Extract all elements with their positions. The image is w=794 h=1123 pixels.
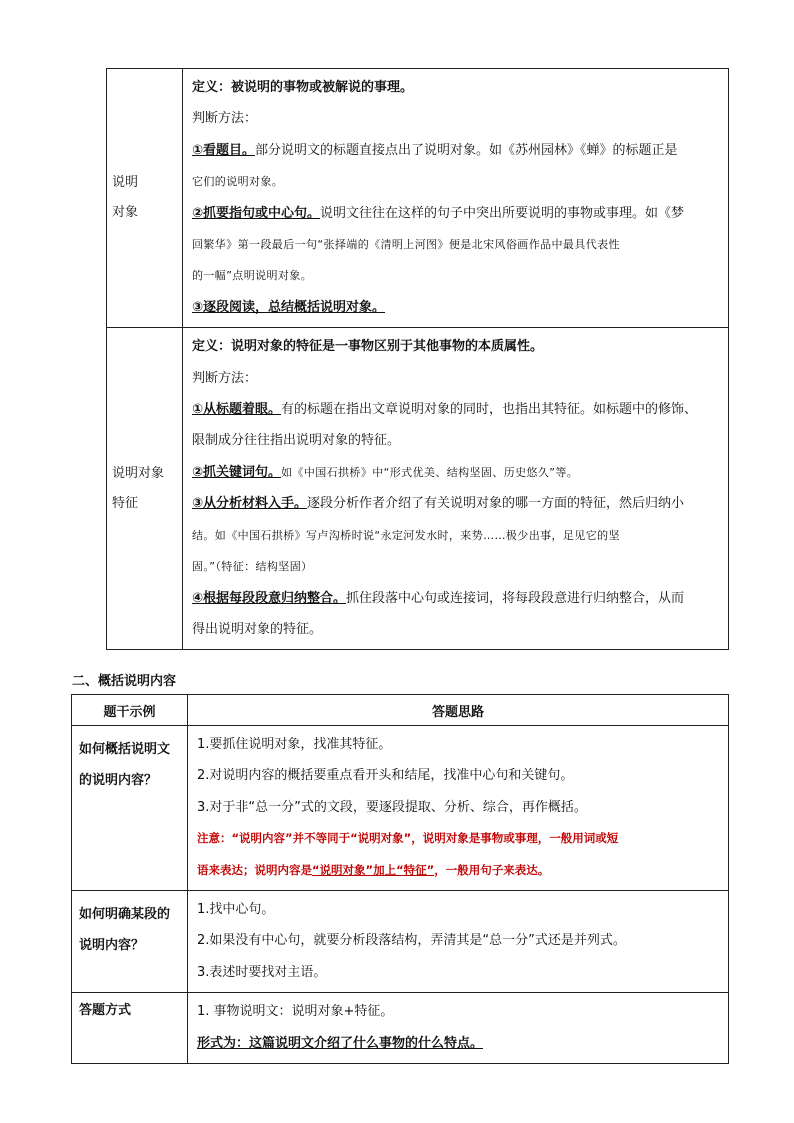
- method-text: 如《中国石拱桥》中“形式优美、结构坚固、历史悠久”等。: [281, 465, 579, 479]
- approach-line: 3.表述时要找对主语。: [197, 964, 327, 980]
- method-text: 得出说明对象的特征。: [192, 621, 323, 637]
- feature-content: [183, 328, 729, 650]
- approach-answer-format: [188, 993, 729, 1064]
- method-item: [192, 457, 722, 488]
- method-lead: ②抓关键词句。: [192, 464, 282, 480]
- method-heading: 判断方法：: [192, 370, 258, 386]
- method-lead: ②抓要指句或中心句。: [192, 205, 321, 221]
- question-summarize: [72, 726, 188, 891]
- label-line: 特征: [112, 495, 139, 511]
- header-approach: 答题思路: [188, 695, 729, 726]
- note-text: ，一般用句子来表达。: [434, 862, 550, 877]
- method-lead: ③逐段阅读，总结概括说明对象。: [192, 299, 386, 315]
- method-item: [192, 292, 722, 323]
- note-line: [197, 855, 722, 886]
- method-item: [192, 583, 722, 614]
- section-title: 二、概括说明内容: [72, 674, 177, 689]
- method-text: 它们的说明对象。: [192, 175, 284, 189]
- note-text: 语来表达；说明内容是: [197, 862, 312, 877]
- method-text: 抓住段落中心句或连接词，将每段段意进行归纳整合，从而: [346, 590, 685, 606]
- approach-line: 1.要抓住说明对象，找准其特征。: [197, 737, 392, 752]
- method-item: [192, 488, 722, 519]
- method-heading: 判断方法：: [192, 111, 258, 127]
- note-line: 注意：“说明内容”并不等同于“说明对象”，说明对象是事物或事理，一般用词或短: [197, 831, 619, 846]
- row-label-object: [107, 69, 183, 328]
- method-lead: ①从标题着眼。: [192, 402, 282, 418]
- method-text: 说明文往往在这样的句子中突出所要说明的事物或事理。如《梦: [320, 205, 685, 221]
- method-text: 回繁华》第一段最后一句“张择端的《清明上河图》便是北宋风俗画作品中最具代表性: [192, 238, 620, 252]
- object-content: [183, 69, 729, 328]
- approach-line: 2.如果没有中心句，就要分析段落结构，弄清其是“总一分”式还是并列式。: [197, 933, 626, 949]
- method-text: 有的标题在指出文章说明对象的同时，也指出其特征。如标题中的修饰、: [281, 402, 698, 418]
- question-line: 如何概括说明文: [79, 742, 171, 757]
- method-text: 部分说明文的标题直接点出了说明对象。如《苏州园林》《蝉》的标题正是: [255, 142, 678, 158]
- label-line: 说明对象: [112, 465, 165, 481]
- method-text: 逐段分析作者介绍了有关说明对象的哪一方面的特征，然后归纳小: [307, 496, 685, 512]
- approach-line: 1. 事物说明文：说明对象+特征。: [197, 1004, 394, 1020]
- question-line: 的说明内容？: [79, 773, 158, 788]
- question-paragraph: [72, 891, 188, 993]
- question-answer-format: [72, 993, 188, 1064]
- question-line: 说明内容？: [79, 938, 145, 954]
- method-text: 结。如《中国石拱桥》写卢沟桥时说“永定河发水时，来势……极少出事，足见它的坚: [192, 528, 620, 542]
- header-question: 题干示例: [72, 695, 188, 726]
- method-text: 限制成分往往指出说明对象的特征。: [192, 433, 401, 449]
- question-line: 如何明确某段的: [79, 907, 171, 923]
- method-text: 固。”（特征：结构坚固）: [192, 560, 313, 574]
- question-line: 答题方式: [79, 1003, 132, 1019]
- feature-definition: 定义：说明对象的特征是一事物区别于其他事物的本质属性。: [192, 339, 544, 355]
- method-lead: ①看题目。: [192, 142, 256, 158]
- method-item: [192, 198, 722, 229]
- method-lead: ④根据每段段意归纳整合。: [192, 590, 347, 606]
- object-definition: 定义：被说明的事物或被解说的事理。: [192, 80, 414, 95]
- method-item: [192, 135, 722, 166]
- note-emphasis: “说明对象”加上“特征”: [312, 862, 435, 877]
- method-item: [192, 394, 722, 425]
- label-line: 对象: [112, 205, 139, 221]
- approach-summarize: [188, 726, 729, 891]
- method-text: 的一幅”点明说明对象。: [192, 269, 313, 283]
- answer-format-line: 形式为：这篇说明文介绍了什么事物的什么特点。: [197, 1035, 484, 1051]
- approach-line: 3.对于非“总一分”式的文段，要逐段提取、分析、综合，再作概括。: [197, 799, 587, 815]
- approach-line: 1.找中心句。: [197, 902, 275, 918]
- approach-paragraph: [188, 891, 729, 993]
- summary-table: [71, 694, 729, 1064]
- definition-table: [106, 68, 729, 650]
- row-label-feature: [107, 328, 183, 650]
- method-lead: ③从分析材料入手。: [192, 496, 308, 512]
- approach-line: 2.对说明内容的概括要重点看开头和结尾，找准中心句和关键句。: [197, 768, 574, 784]
- label-line: 说明: [112, 175, 139, 191]
